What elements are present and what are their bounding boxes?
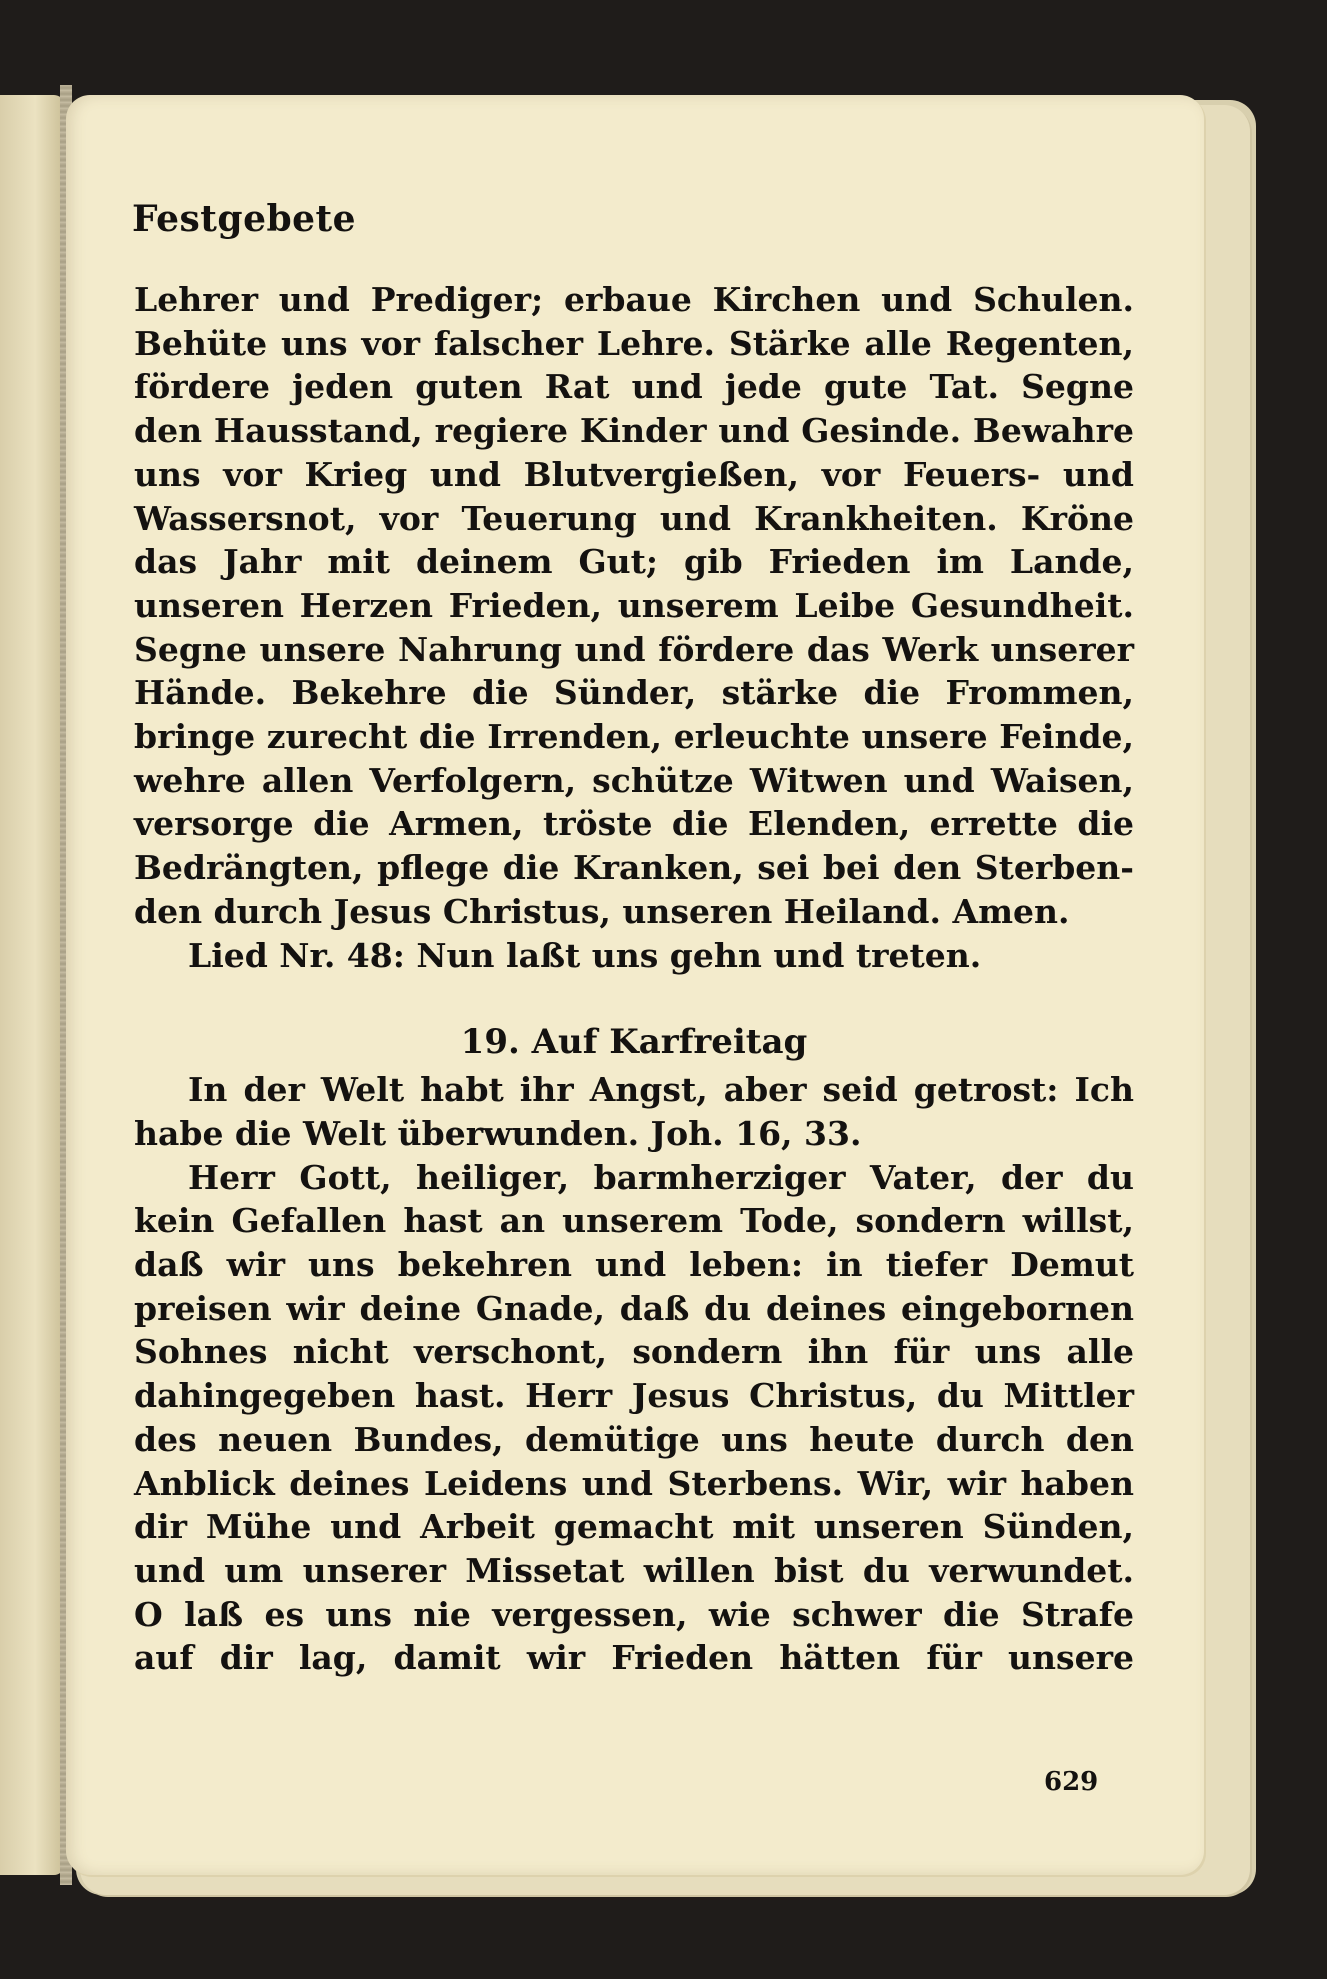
text-line: Wassersnot, vor Teuerung und Krankheiten. Kröne (134, 498, 1134, 538)
text-line: Sohnes nicht verschont, sondern ihn für uns alle (134, 1332, 1134, 1372)
page-number: 629 (1044, 1767, 1099, 1797)
text-line: Hände. Bekehre die Sünder, stärke die Frommen, (134, 673, 1134, 713)
section-title: 19. Auf Karfreitag (460, 1022, 808, 1063)
text-line: daß wir uns bekehren und leben: in tiefer Demut (134, 1245, 1134, 1285)
text-line: den durch Jesus Christus, unseren Heiland. Amen. (134, 891, 1070, 931)
hymn-reference: Lied Nr. 48: Nun laßt uns gehn und treten. (188, 935, 982, 975)
text-line: bringe zurecht die Irrenden, erleuchte unsere Feinde, (134, 717, 1134, 757)
book-page (66, 95, 1204, 1875)
text-line: versorge die Armen, tröste die Elenden, errette die (134, 804, 1134, 844)
text-line: Behüte uns vor falscher Lehre. Stärke alle Regenten, (134, 323, 1134, 363)
text-line: Anblick deines Leidens und Sterbens. Wir, wir haben (134, 1463, 1134, 1503)
text-line: dahingegeben hast. Herr Jesus Christus, du Mittler (134, 1376, 1134, 1416)
text-line: uns vor Krieg und Blutvergießen, vor Feuers- und (134, 454, 1134, 494)
text-line: und um unserer Missetat willen bist du verwundet. (134, 1550, 1134, 1590)
paragraph-prayer-continued (134, 278, 1134, 934)
text-line: habe die Welt überwunden. Joh. 16, 33. (134, 1113, 862, 1153)
text-line: dir Mühe und Arbeit gemacht mit unseren Sünden, (134, 1507, 1134, 1547)
paragraph-good-friday-prayer (134, 1156, 1134, 1680)
text-line: In der Welt habt ihr Angst, aber seid getrost: Ich (188, 1070, 1134, 1110)
text-line: fördere jeden guten Rat und jede gute Tat. Segne (134, 367, 1134, 407)
text-line: das Jahr mit deinem Gut; gib Frieden im Lande, (134, 542, 1134, 582)
text-line: Bedrängten, pflege die Kranken, sei bei den Sterben- (134, 848, 1134, 888)
text-line: Lehrer und Prediger; erbaue Kirchen und Schulen. (134, 280, 1134, 319)
text-line: Segne unsere Nahrung und fördere das Werk unserer (134, 629, 1134, 669)
text-line: kein Gefallen hast an unserem Tode, sondern willst, (134, 1201, 1134, 1241)
text-line: O laß es uns nie vergessen, wie schwer die Strafe (134, 1594, 1134, 1634)
running-header: Festgebete (132, 198, 357, 240)
text-line: den Hausstand, regiere Kinder und Gesinde. Bewahre (134, 411, 1134, 451)
left-facing-page (0, 95, 64, 1875)
text-line: auf dir lag, damit wir Frieden hätten für unsere (134, 1638, 1134, 1678)
text-line: des neuen Bundes, demütige uns heute durch den (134, 1419, 1134, 1459)
text-line: Herr Gott, heiliger, barmherziger Vater, der du (188, 1157, 1134, 1197)
text-line: preisen wir deine Gnade, daß du deines eingebornen (134, 1288, 1134, 1328)
text-line: unseren Herzen Frieden, unserem Leibe Gesundheit. (134, 585, 1134, 625)
scripture-verse (134, 1068, 1134, 1155)
page-body (134, 278, 1134, 1680)
text-line: wehre allen Verfolgern, schütze Witwen und Waisen, (134, 760, 1134, 800)
